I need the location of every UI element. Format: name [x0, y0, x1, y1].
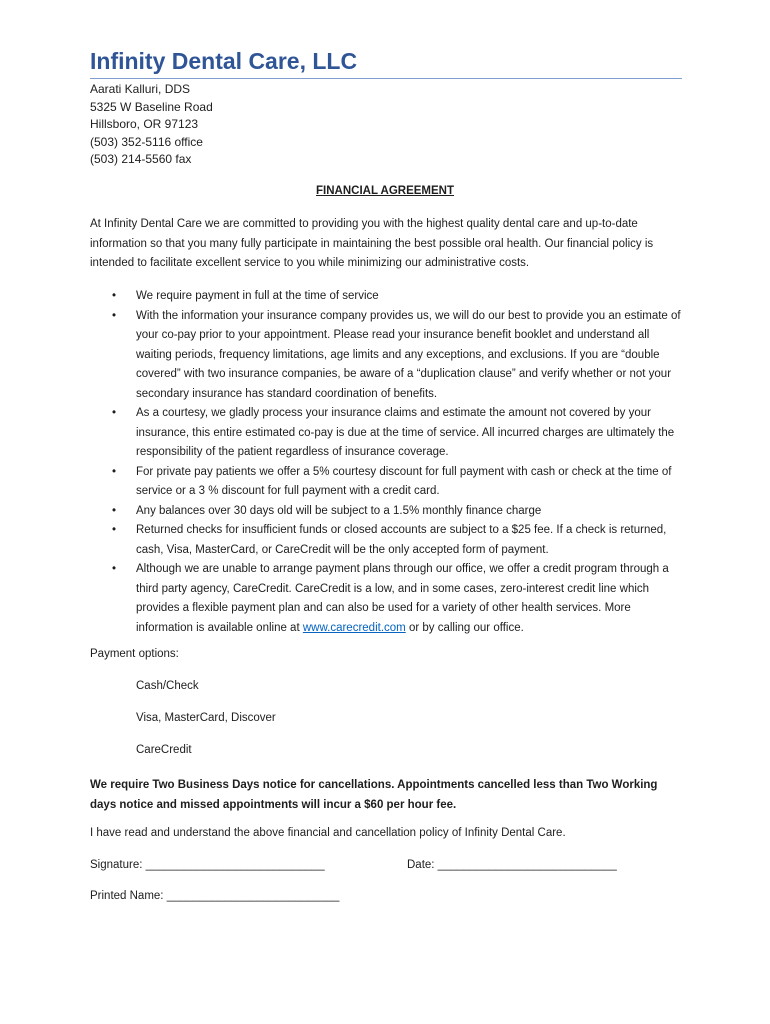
- list-item: [90, 521, 682, 560]
- bullet-icon: •: [112, 524, 117, 536]
- doctor-name: Aarati Kalluri, DDS: [90, 82, 191, 96]
- printed-name-field[interactable]: Printed Name: ___________________________: [90, 890, 340, 902]
- list-item: [90, 287, 682, 307]
- list-item-text: With the information your insurance company provides us, we will do our best to provide you an estimate of your co-pay prior to your appointment. Please read your insurance benefit booklet and understand all waiting periods, frequency limitations, age limits and any exceptions, and exclusions. If you are “double covered” with two insurance companies, be aware of a “duplication clause” and verify whether or not your secondary insurance has standard coordination of benefits.: [136, 309, 681, 400]
- signature-field[interactable]: Signature: ____________________________: [90, 859, 325, 871]
- bullet-icon: •: [112, 309, 117, 322]
- intro-paragraph: At Infinity Dental Care we are committed to providing you with the highest quality dental care and up-to-date information so that you many fully participate in maintaining the best possible oral health. Our financial policy is intended to facilitate excellent service to you while minimizing our administrative costs.: [90, 218, 654, 269]
- bullet-icon: •: [112, 504, 117, 517]
- bullet-icon: •: [112, 563, 117, 575]
- list-item: [90, 404, 682, 463]
- bullet-icon: •: [112, 465, 117, 478]
- document-heading: FINANCIAL AGREEMENT: [316, 185, 454, 197]
- list-item-text: We require payment in full at the time of service: [136, 290, 379, 302]
- list-item-text: For private pay patients we offer a 5% courtesy discount for full payment with cash or check at the time of service or a 3 % discount for full payment with a credit card.: [136, 465, 672, 497]
- policy-list: [90, 287, 682, 638]
- address-block: [90, 81, 213, 169]
- city-state-zip: Hillsboro, OR 97123: [90, 117, 199, 131]
- acknowledgement-text: I have read and understand the above financial and cancellation policy of Infinity Dental Care.: [90, 827, 566, 839]
- list-item: [90, 463, 682, 502]
- date-field[interactable]: Date: ____________________________: [407, 859, 617, 871]
- carecredit-link[interactable]: www.carecredit.com: [302, 621, 406, 634]
- list-item-text: Returned checks for insufficient funds or closed accounts are subject to a $25 fee. If a check is returned, cash, Visa, MasterCard, or CareCredit will be the only accepted form of payment.: [136, 524, 667, 556]
- list-item: [90, 502, 682, 522]
- bullet-icon: •: [112, 290, 117, 302]
- list-item-text: As a courtesy, we gladly process your insurance claims and estimate the amount not covered by your insurance, this entire estimated co-pay is due at the time of service. All incurred charges are ultimately the responsibility of the patient regardless of insurance coverage.: [136, 407, 675, 458]
- practice-name: Infinity Dental Care, LLC: [90, 48, 358, 74]
- payment-option: CareCredit: [136, 744, 192, 756]
- list-item-text-end: or by calling our office.: [405, 621, 524, 634]
- payment-options-label: Payment options:: [90, 648, 179, 660]
- street-address: 5325 W Baseline Road: [90, 99, 213, 114]
- list-item: [90, 307, 682, 405]
- list-item-text: Although we are unable to arrange payment plans through our office, we offer a credit program through a third party agency, CareCredit. CareCredit is a low, and in some cases, zero-interest credit line which provides a flexible payment plan and can also be used for a variety of other health services. More information is available online at: [136, 563, 669, 634]
- title-divider: [90, 78, 682, 79]
- payment-option: Visa, MasterCard, Discover: [136, 712, 276, 724]
- payment-option: Cash/Check: [136, 680, 199, 692]
- cancellation-notice: We require Two Business Days notice for cancellations. Appointments cancelled less than Two Working days notice and missed appointments will incur a $60 per hour fee.: [90, 779, 658, 811]
- bullet-icon: •: [112, 407, 117, 419]
- list-item: [90, 560, 682, 638]
- fax-number: (503) 214-5560 fax: [90, 152, 192, 166]
- list-item-text: Any balances over 30 days old will be subject to a 1.5% monthly finance charge: [136, 504, 542, 517]
- office-phone: (503) 352-5116 office: [90, 134, 203, 149]
